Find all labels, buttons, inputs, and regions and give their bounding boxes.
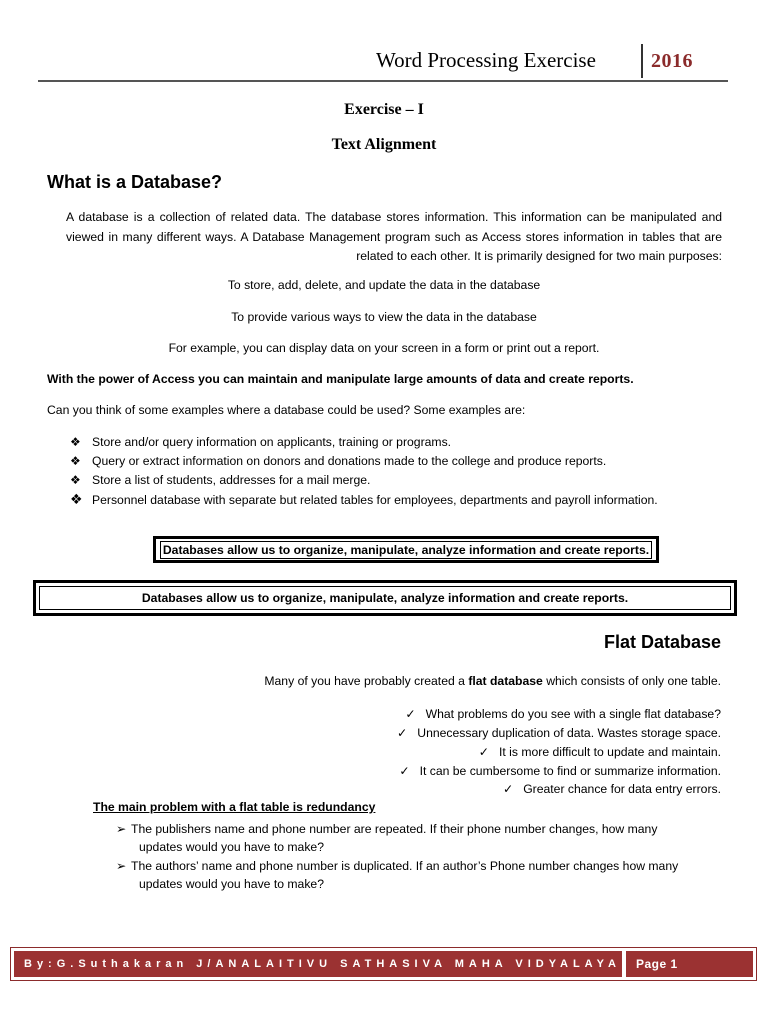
question-line: Can you think of some examples where a database could be used? Some examples are: — [47, 403, 526, 417]
centered-line: To provide various ways to view the data in the database — [231, 310, 537, 324]
list-item: ❖ Query or extract information on donors and donations made to the college and produce reports. — [70, 453, 607, 468]
list-item: ❖ Personnel database with separate but related tables for employees, departments and payroll information. — [70, 491, 658, 507]
bordered-callout-wide — [33, 580, 737, 616]
checkmark-icon: ✓ — [478, 745, 490, 759]
footer-bar — [14, 951, 753, 977]
centered-line: To store, add, delete, and update the data in the database — [227, 278, 541, 292]
checkmark-icon: ✓ — [397, 726, 408, 740]
section-heading-database: What is a Database? — [47, 172, 223, 192]
bordered-callout-small — [153, 536, 659, 563]
diamond-bullet-icon: ❖ — [70, 434, 81, 449]
intro-paragraph: A database is a collection of related data. The database stores information. This information can be manipulated and viewed in many different ways. A Database Management program such as Access stores information in tables that are related to each other. It is primarily designed for two main purposes: — [66, 210, 722, 263]
header-rule — [38, 80, 728, 82]
page-number: Page 1 — [636, 957, 678, 971]
checkmark-icon: ✓ — [405, 707, 416, 721]
section-heading-flat-database: Flat Database — [603, 632, 721, 652]
check-item: ✓ What problems do you see with a single flat database? — [405, 707, 721, 721]
footer-author: By:G.Suthakaran J/ANALAITIVU SATHASIVA MAHA VIDYALAYA — [24, 958, 621, 970]
list-item: ❖ Store and/or query information on applicants, training or programs. — [70, 434, 452, 449]
diamond-bullet-icon: ❖ — [70, 491, 83, 507]
centered-line: For example, you can display data on your screen in a form or print out a report. — [168, 341, 600, 355]
flat-intro-line: Many of you have probably created a flat database which consists of only one table. — [264, 674, 721, 688]
exercise-subtitle: Text Alignment — [331, 136, 437, 153]
check-item: ✓ Greater chance for data entry errors. — [502, 782, 721, 796]
check-item: ✓ It is more difficult to update and maintain. — [478, 745, 721, 759]
diamond-bullet-icon: ❖ — [70, 472, 81, 487]
list-item: ❖ Store a list of students, addresses for a mail merge. — [70, 472, 371, 487]
arrow-bullet-icon: ➢ — [116, 822, 127, 836]
callout-text: Databases allow us to organize, manipulate, analyze information and create reports. — [39, 586, 731, 610]
checkmark-icon: ✓ — [502, 782, 514, 796]
check-item: ✓ Unnecessary duplication of data. Wastes storage space. — [397, 726, 721, 740]
arrow-item: ➢ The publishers name and phone number are repeated. If their phone number changes, how many updates would you have to make? — [116, 822, 658, 854]
page-footer — [10, 947, 757, 981]
diamond-bullet-icon: ❖ — [70, 453, 81, 468]
header-title: Word Processing Exercise — [376, 48, 596, 72]
header-divider — [641, 44, 643, 78]
checkmark-icon: ✓ — [399, 764, 410, 778]
callout-text: Databases allow us to organize, manipulate, analyze information and create reports. — [160, 541, 652, 559]
bold-statement: With the power of Access you can maintain and manipulate large amounts of data and create reports. — [47, 372, 634, 386]
arrow-item: ➢ The authors’ name and phone number is duplicated. If an author’s Phone number changes how many updates would you have to make? — [116, 859, 679, 891]
example-bullet-list — [70, 432, 658, 510]
exercise-title: Exercise – I — [344, 101, 424, 118]
arrow-bullet-icon: ➢ — [116, 859, 127, 873]
header-year: 2016 — [651, 50, 693, 72]
check-item: ✓ It can be cumbersome to find or summarize information. — [399, 764, 721, 778]
redundancy-heading: The main problem with a flat table is redundancy — [93, 800, 376, 814]
